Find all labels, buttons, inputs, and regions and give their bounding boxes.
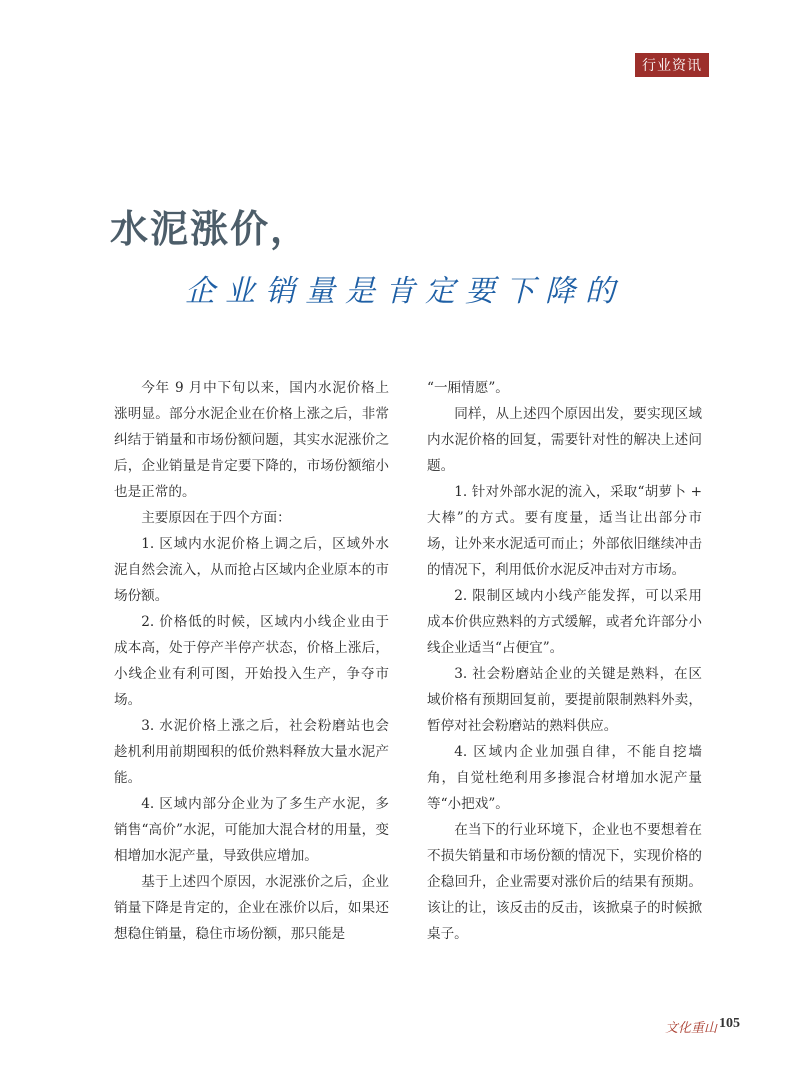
paragraph: 1. 区域内水泥价格上调之后，区域外水泥自然会流入，从而抢占区域内企业原本的市场份额。 (114, 536, 389, 604)
article-title-line1: 水泥涨价， (110, 207, 311, 251)
paragraph: 主要原因在于四个方面： (141, 510, 291, 526)
article-title-line2: 企业销量是肯定要下降的 (185, 274, 625, 309)
paragraph: 3. 社会粉磨站企业的关键是熟料，在区域价格有预期回复前，要提前限制熟料外卖，暂停对社会粉磨站的熟料供应。 (427, 666, 702, 734)
magazine-logo: 文化重山 (665, 1021, 718, 1036)
paragraph: 4. 区域内部分企业为了多生产水泥，多销售“高价”水泥，可能加大混合材的用量，变相增加水泥产量，导致供应增加。 (114, 796, 389, 864)
left-column (114, 375, 389, 947)
paragraph: 4. 区域内企业加强自律，不能自挖墙角，自觉杜绝利用多掺混合材增加水泥产量等“小把戏”。 (427, 744, 702, 812)
paragraph: 同样，从上述四个原因出发，要实现区域内水泥价格的回复，需要针对性的解决上述问题。 (427, 406, 702, 474)
paragraph: 今年 9 月中下旬以来，国内水泥价格上涨明显。部分水泥企业在价格上涨之后，非常纠结于销量和市场份额问题，其实水泥涨价之后，企业销量是肯定要下降的，市场份额缩小也是正常的。 (114, 380, 389, 500)
paragraph: 在当下的行业环境下，企业也不要想着在不损失销量和市场份额的情况下，实现价格的企稳回升，企业需要对涨价后的结果有预期。该让的让，该反击的反击，该掀桌子的时候掀桌子。 (427, 822, 702, 942)
paragraph: 基于上述四个原因，水泥涨价之后，企业销量下降是肯定的，企业在涨价以后，如果还想稳住销量，稳住市场份额，那只能是 (114, 874, 389, 942)
page-number: 105 (719, 1016, 740, 1031)
paragraph: 1. 针对外部水泥的流入，采取“胡萝卜 + 大棒”的方式。要有度量，适当让出部分市场，让外来水泥适可而止；外部依旧继续冲击的情况下，利用低价水泥反冲击对方市场。 (427, 484, 702, 578)
paragraph: 3. 水泥价格上涨之后，社会粉磨站也会趁机利用前期囤积的低价熟料释放大量水泥产能。 (114, 718, 389, 786)
paragraph-continuation: “一厢情愿”。 (427, 380, 509, 396)
right-column (427, 375, 702, 947)
paragraph: 2. 限制区域内小线产能发挥，可以采用成本价供应熟料的方式缓解，或者允许部分小线企业适当“占便宜”。 (427, 588, 702, 656)
paragraph: 2. 价格低的时候，区域内小线企业由于成本高，处于停产半停产状态，价格上涨后，小线企业有利可图，开始投入生产，争夺市场。 (114, 614, 389, 708)
section-tag: 行业资讯 (635, 53, 709, 77)
